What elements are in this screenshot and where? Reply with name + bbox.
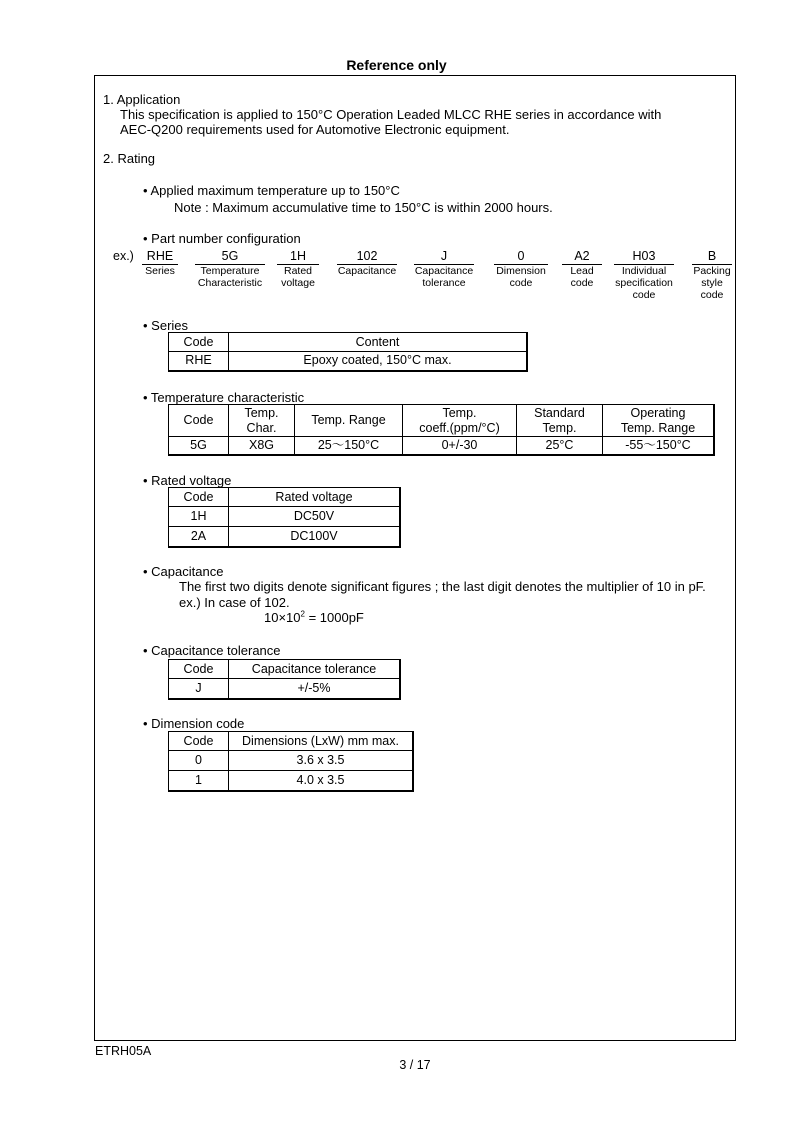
part-number-segment <box>142 249 178 265</box>
part-code: 102 <box>356 249 378 263</box>
part-label: Rated voltage <box>281 265 315 289</box>
table-header: Code <box>169 405 229 437</box>
page-title: Reference only <box>346 57 447 73</box>
table-cell: J <box>169 679 229 699</box>
part-code: A2 <box>574 249 590 263</box>
table-header: Code <box>169 660 229 679</box>
part-label: Temperature Characteristic <box>197 265 263 289</box>
table-cell: 0+/-30 <box>403 437 517 455</box>
application-heading: 1. Application <box>103 92 181 107</box>
table-header: Content <box>229 333 528 352</box>
part-label: Packing style code <box>693 265 731 301</box>
table-cell: RHE <box>169 352 229 371</box>
formula-result: = 1000pF <box>304 610 364 625</box>
table-cell: DC50V <box>229 507 401 527</box>
application-text-line2: AEC-Q200 requirements used for Automotive Electronic equipment. <box>120 122 510 137</box>
part-label: Series <box>145 265 175 277</box>
table-header: Capacitance tolerance <box>229 660 401 679</box>
part-code: J <box>440 249 448 263</box>
table-header: Temp. Range <box>295 405 403 437</box>
table-header: Code <box>169 333 229 352</box>
table-header: Code <box>169 732 229 751</box>
table-cell: 1 <box>169 771 229 791</box>
capacitance-text: The first two digits denote significant figures ; the last digit denotes the multiplier of 10 in pF. <box>179 579 706 594</box>
rated-voltage-table <box>168 487 401 548</box>
table-cell: 3.6 x 3.5 <box>229 751 414 771</box>
capacitance-formula <box>264 610 364 625</box>
table-cell: 25°C <box>517 437 603 455</box>
rating-heading: 2. Rating <box>103 151 156 166</box>
temp-char-table <box>168 404 715 456</box>
part-number-label: • Part number configuration <box>143 231 301 246</box>
table-header: Temp. coeff.(ppm/°C) <box>403 405 517 437</box>
cap-tolerance-label: • Capacitance tolerance <box>143 643 281 658</box>
series-table <box>168 332 528 372</box>
part-label: Individual specification code <box>615 265 673 301</box>
page-number: 3 / 17 <box>399 1058 431 1072</box>
capacitance-label: • Capacitance <box>143 564 224 579</box>
part-number-segment <box>414 249 474 265</box>
part-code: RHE <box>146 249 174 263</box>
table-cell: 2A <box>169 527 229 547</box>
formula-exponent: 2 <box>300 609 305 619</box>
part-label: Capacitance <box>337 265 397 277</box>
table-cell: Epoxy coated, 150°C max. <box>229 352 528 371</box>
table-header: Temp. Char. <box>229 405 295 437</box>
table-header: Operating Temp. Range <box>603 405 715 437</box>
part-code: 1H <box>290 249 306 263</box>
table-header: Standard Temp. <box>517 405 603 437</box>
table-cell: 4.0 x 3.5 <box>229 771 414 791</box>
table-cell: 25～150°C <box>295 437 403 455</box>
table-header: Dimensions (LxW) mm max. <box>229 732 414 751</box>
table-cell: X8G <box>229 437 295 455</box>
temp-char-label: • Temperature characteristic <box>143 390 305 405</box>
table-cell: +/-5% <box>229 679 401 699</box>
part-number-segment <box>337 249 397 265</box>
part-number-segment <box>692 249 732 265</box>
part-label: Lead code <box>570 265 594 289</box>
table-cell: 5G <box>169 437 229 455</box>
part-label: Dimension code <box>496 265 546 289</box>
part-code: B <box>707 249 717 263</box>
document-id: ETRH05A <box>95 1044 152 1058</box>
part-number-segment <box>562 249 602 265</box>
part-code: 5G <box>221 249 239 263</box>
application-text-line1: This specification is applied to 150°C Operation Leaded MLCC RHE series in accordance with <box>120 107 662 122</box>
rated-voltage-label: • Rated voltage <box>143 473 232 488</box>
max-temp-note: Note : Maximum accumulative time to 150°C is within 2000 hours. <box>174 200 553 215</box>
series-label: • Series <box>143 318 189 333</box>
table-header: Rated voltage <box>229 488 401 507</box>
table-cell: DC100V <box>229 527 401 547</box>
part-number-segment <box>277 249 319 265</box>
table-cell: -55～150°C <box>603 437 715 455</box>
cap-tolerance-table <box>168 659 401 700</box>
part-number-segment <box>614 249 674 265</box>
part-number-segment <box>494 249 548 265</box>
max-temp-text: • Applied maximum temperature up to 150°C <box>143 183 400 198</box>
part-code: 0 <box>517 249 525 263</box>
table-cell: 0 <box>169 751 229 771</box>
content-frame <box>94 75 736 1041</box>
part-number-ex: ex.) <box>113 249 134 263</box>
dimension-label: • Dimension code <box>143 716 245 731</box>
part-label: Capacitance tolerance <box>414 265 474 289</box>
table-header: Code <box>169 488 229 507</box>
part-number-segment <box>195 249 265 265</box>
part-code: H03 <box>632 249 656 263</box>
formula-base: 10×10 <box>264 610 301 625</box>
table-cell: 1H <box>169 507 229 527</box>
capacitance-example: ex.) In case of 102. <box>179 595 290 610</box>
dimension-table <box>168 731 414 792</box>
